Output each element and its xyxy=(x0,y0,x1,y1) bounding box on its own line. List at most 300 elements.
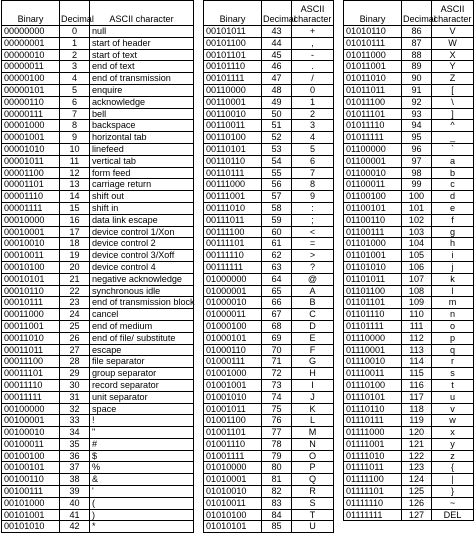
decimal-cell: 113 xyxy=(402,344,432,356)
decimal-cell: 125 xyxy=(402,486,432,498)
binary-cell: 01001011 xyxy=(204,403,262,415)
binary-cell: 00110000 xyxy=(204,84,262,96)
table-row xyxy=(344,438,474,450)
ascii-character-cell: ? xyxy=(292,261,334,273)
binary-cell: 01001110 xyxy=(204,438,262,450)
binary-cell: 01101010 xyxy=(344,261,402,273)
ascii-character-cell: data link escape xyxy=(90,214,194,226)
ascii-character-cell: end of transmission block xyxy=(90,297,194,309)
ascii-character-cell: N xyxy=(292,438,334,450)
binary-cell: 01100000 xyxy=(344,143,402,155)
ascii-character-cell: unit separator xyxy=(90,391,194,403)
decimal-cell: 60 xyxy=(262,226,292,238)
ascii-character-cell: device control 3/Xoff xyxy=(90,250,194,262)
decimal-cell: 87 xyxy=(402,37,432,49)
decimal-cell: 89 xyxy=(402,61,432,73)
table-row xyxy=(344,415,474,427)
ascii-character-cell: . xyxy=(292,61,334,73)
binary-cell: 01110010 xyxy=(344,356,402,368)
binary-cell: 01100011 xyxy=(344,179,402,191)
ascii-character-cell: end of text xyxy=(90,61,194,73)
table-row xyxy=(344,332,474,344)
ascii-character-cell: 1 xyxy=(292,96,334,108)
ascii-character-cell: q xyxy=(432,344,474,356)
ascii-character-cell: device control 2 xyxy=(90,238,194,250)
binary-cell: 01111011 xyxy=(344,462,402,474)
table-row xyxy=(2,250,194,262)
decimal-cell: 69 xyxy=(262,332,292,344)
table-row xyxy=(2,474,194,486)
table-row xyxy=(344,379,474,391)
table-row xyxy=(2,462,194,474)
table-row xyxy=(204,26,334,38)
binary-cell: 00001110 xyxy=(2,191,60,203)
ascii-character-cell: < xyxy=(292,226,334,238)
table-row xyxy=(2,427,194,439)
header-row xyxy=(204,1,334,26)
table-row xyxy=(204,379,334,391)
table-row xyxy=(2,438,194,450)
ascii-character-cell: ] xyxy=(432,108,474,120)
decimal-cell: 121 xyxy=(402,438,432,450)
table-row xyxy=(204,226,334,238)
binary-cell: 01000011 xyxy=(204,309,262,321)
binary-cell: 01011111 xyxy=(344,132,402,144)
table-row xyxy=(2,403,194,415)
ascii-character-cell: linefeed xyxy=(90,143,194,155)
decimal-cell: 12 xyxy=(60,167,90,179)
binary-cell: 01100101 xyxy=(344,202,402,214)
ascii-character-cell: space xyxy=(90,403,194,415)
binary-cell: 01010001 xyxy=(204,474,262,486)
table-row xyxy=(204,37,334,49)
decimal-cell: 35 xyxy=(60,438,90,450)
ascii-character-cell: [ xyxy=(432,84,474,96)
binary-cell: 01011010 xyxy=(344,73,402,85)
table-row xyxy=(2,391,194,403)
ascii-character-cell: device control 4 xyxy=(90,261,194,273)
decimal-cell: 40 xyxy=(60,497,90,509)
ascii-character-cell: j xyxy=(432,261,474,273)
decimal-cell: 16 xyxy=(60,214,90,226)
table-row xyxy=(344,84,474,96)
ascii-header: ASCII character xyxy=(292,1,334,26)
decimal-cell: 67 xyxy=(262,309,292,321)
table-row xyxy=(344,120,474,132)
table-row xyxy=(2,120,194,132)
table-row xyxy=(204,285,334,297)
ascii-character-cell: , xyxy=(292,37,334,49)
table-row xyxy=(344,297,474,309)
ascii-character-cell: start of text xyxy=(90,49,194,61)
decimal-cell: 74 xyxy=(262,391,292,403)
binary-cell: 00101111 xyxy=(204,73,262,85)
binary-cell: 00101000 xyxy=(2,497,60,509)
ascii-character-cell: ~ xyxy=(432,497,474,509)
binary-cell: 00001010 xyxy=(2,143,60,155)
ascii-character-cell: ' xyxy=(90,486,194,498)
table-row xyxy=(204,96,334,108)
binary-cell: 01111111 xyxy=(344,509,402,521)
decimal-cell: 50 xyxy=(262,108,292,120)
table-row xyxy=(344,26,474,38)
ascii-character-cell: C xyxy=(292,309,334,321)
table-row xyxy=(2,273,194,285)
decimal-cell: 44 xyxy=(262,37,292,49)
ascii-character-cell: K xyxy=(292,403,334,415)
table-row xyxy=(2,368,194,380)
table-row xyxy=(2,379,194,391)
binary-cell: 01010000 xyxy=(204,462,262,474)
decimal-cell: 54 xyxy=(262,155,292,167)
decimal-cell: 80 xyxy=(262,462,292,474)
binary-header: Binary xyxy=(204,1,262,26)
ascii-character-cell: negative acknowledge xyxy=(90,273,194,285)
decimal-cell: 26 xyxy=(60,332,90,344)
binary-cell: 00001101 xyxy=(2,179,60,191)
binary-cell: 01011000 xyxy=(344,49,402,61)
binary-cell: 01000101 xyxy=(204,332,262,344)
ascii-character-cell: cancel xyxy=(90,309,194,321)
table-row xyxy=(344,49,474,61)
binary-cell: 00100011 xyxy=(2,438,60,450)
decimal-cell: 36 xyxy=(60,450,90,462)
decimal-cell: 3 xyxy=(60,61,90,73)
ascii-character-cell: @ xyxy=(292,273,334,285)
binary-cell: 00110110 xyxy=(204,155,262,167)
binary-cell: 01110111 xyxy=(344,415,402,427)
binary-cell: 01101100 xyxy=(344,285,402,297)
binary-cell: 00110101 xyxy=(204,143,262,155)
decimal-cell: 118 xyxy=(402,403,432,415)
binary-cell: 00000110 xyxy=(2,96,60,108)
ascii-table-2 xyxy=(203,0,334,533)
binary-cell: 01101000 xyxy=(344,238,402,250)
decimal-cell: 41 xyxy=(60,509,90,521)
ascii-character-cell: w xyxy=(432,415,474,427)
decimal-cell: 90 xyxy=(402,73,432,85)
table-row xyxy=(204,132,334,144)
ascii-character-cell: U xyxy=(292,521,334,533)
binary-cell: 01000111 xyxy=(204,356,262,368)
decimal-cell: 53 xyxy=(262,143,292,155)
binary-cell: 00011011 xyxy=(2,344,60,356)
table-row xyxy=(204,450,334,462)
table-row xyxy=(204,297,334,309)
binary-cell: 01001101 xyxy=(204,427,262,439)
ascii-character-cell: file separator xyxy=(90,356,194,368)
binary-cell: 01001100 xyxy=(204,415,262,427)
table-row xyxy=(204,332,334,344)
decimal-cell: 42 xyxy=(60,521,90,533)
decimal-cell: 19 xyxy=(60,250,90,262)
ascii-character-cell: acknowledge xyxy=(90,96,194,108)
table-row xyxy=(344,226,474,238)
table-row xyxy=(2,415,194,427)
ascii-character-cell: : xyxy=(292,202,334,214)
table-row xyxy=(344,132,474,144)
binary-cell: 01011100 xyxy=(344,96,402,108)
ascii-character-cell: " xyxy=(90,427,194,439)
decimal-cell: 34 xyxy=(60,427,90,439)
table-row xyxy=(2,509,194,521)
ascii-character-cell: x xyxy=(432,427,474,439)
binary-cell: 01110000 xyxy=(344,332,402,344)
decimal-cell: 84 xyxy=(262,509,292,521)
binary-cell: 01111100 xyxy=(344,474,402,486)
binary-cell: 01000110 xyxy=(204,344,262,356)
decimal-cell: 70 xyxy=(262,344,292,356)
binary-cell: 01000000 xyxy=(204,273,262,285)
ascii-character-cell: E xyxy=(292,332,334,344)
decimal-cell: 37 xyxy=(60,462,90,474)
decimal-cell: 99 xyxy=(402,179,432,191)
decimal-cell: 32 xyxy=(60,403,90,415)
ascii-character-cell: T xyxy=(292,509,334,521)
binary-cell: 01111000 xyxy=(344,427,402,439)
table-row xyxy=(2,202,194,214)
table-row xyxy=(2,49,194,61)
binary-cell: 01010010 xyxy=(204,486,262,498)
ascii-character-cell: { xyxy=(432,462,474,474)
binary-cell: 01000001 xyxy=(204,285,262,297)
decimal-cell: 94 xyxy=(402,120,432,132)
binary-cell: 01100111 xyxy=(344,226,402,238)
decimal-cell: 46 xyxy=(262,61,292,73)
ascii-character-cell: - xyxy=(292,49,334,61)
binary-cell: 01110110 xyxy=(344,403,402,415)
ascii-character-cell: Q xyxy=(292,474,334,486)
table-row xyxy=(204,191,334,203)
ascii-character-cell: escape xyxy=(90,344,194,356)
decimal-cell: 108 xyxy=(402,285,432,297)
ascii-character-cell: S xyxy=(292,497,334,509)
binary-cell: 00110001 xyxy=(204,96,262,108)
decimal-cell: 78 xyxy=(262,438,292,450)
ascii-character-cell: > xyxy=(292,250,334,262)
table-row xyxy=(344,273,474,285)
table-row xyxy=(344,450,474,462)
ascii-character-cell: carriage return xyxy=(90,179,194,191)
ascii-header: ASCII character xyxy=(90,1,194,26)
decimal-cell: 119 xyxy=(402,415,432,427)
decimal-cell: 110 xyxy=(402,309,432,321)
table-row xyxy=(2,497,194,509)
binary-cell: 01000100 xyxy=(204,320,262,332)
ascii-character-cell: F xyxy=(292,344,334,356)
binary-cell: 00011001 xyxy=(2,320,60,332)
decimal-cell: 85 xyxy=(262,521,292,533)
decimal-cell: 92 xyxy=(402,96,432,108)
ascii-character-cell: D xyxy=(292,320,334,332)
table-row xyxy=(204,356,334,368)
table-row xyxy=(2,167,194,179)
ascii-character-cell: % xyxy=(90,462,194,474)
table-row xyxy=(344,155,474,167)
decimal-cell: 116 xyxy=(402,379,432,391)
ascii-table-3 xyxy=(343,0,474,521)
decimal-cell: 109 xyxy=(402,297,432,309)
binary-cell: 01010011 xyxy=(204,497,262,509)
decimal-cell: 62 xyxy=(262,250,292,262)
ascii-character-cell: X xyxy=(432,49,474,61)
decimal-cell: 2 xyxy=(60,49,90,61)
binary-cell: 01110001 xyxy=(344,344,402,356)
table-row xyxy=(2,61,194,73)
ascii-character-cell: z xyxy=(432,450,474,462)
ascii-character-cell: ) xyxy=(90,509,194,521)
table-row xyxy=(2,214,194,226)
header-row xyxy=(344,1,474,26)
binary-cell: 00100001 xyxy=(2,415,60,427)
binary-header: Binary xyxy=(344,1,402,26)
table-row xyxy=(204,179,334,191)
table-row xyxy=(204,214,334,226)
binary-cell: 00000011 xyxy=(2,61,60,73)
decimal-cell: 76 xyxy=(262,415,292,427)
ascii-character-cell: = xyxy=(292,238,334,250)
table-row xyxy=(204,273,334,285)
ascii-character-cell: horizontal tab xyxy=(90,132,194,144)
ascii-character-cell: 3 xyxy=(292,120,334,132)
decimal-cell: 86 xyxy=(402,26,432,38)
decimal-cell: 17 xyxy=(60,226,90,238)
ascii-character-cell: g xyxy=(432,226,474,238)
ascii-character-cell: vertical tab xyxy=(90,155,194,167)
decimal-cell: 61 xyxy=(262,238,292,250)
binary-cell: 01111101 xyxy=(344,486,402,498)
table-row xyxy=(204,120,334,132)
ascii-character-cell: null xyxy=(90,26,194,38)
decimal-cell: 103 xyxy=(402,226,432,238)
ascii-character-cell: ; xyxy=(292,214,334,226)
ascii-character-cell: ( xyxy=(90,497,194,509)
binary-cell: 00111101 xyxy=(204,238,262,250)
binary-cell: 00100100 xyxy=(2,450,60,462)
decimal-cell: 105 xyxy=(402,250,432,262)
ascii-character-cell: A xyxy=(292,285,334,297)
binary-cell: 00111001 xyxy=(204,191,262,203)
table-row xyxy=(2,226,194,238)
decimal-cell: 107 xyxy=(402,273,432,285)
ascii-character-cell: bell xyxy=(90,108,194,120)
binary-cell: 00010101 xyxy=(2,273,60,285)
table-row xyxy=(2,356,194,368)
decimal-header: Decimal xyxy=(60,1,90,26)
table-row xyxy=(344,167,474,179)
binary-cell: 00011101 xyxy=(2,368,60,380)
decimal-cell: 88 xyxy=(402,49,432,61)
decimal-cell: 5 xyxy=(60,84,90,96)
table-row xyxy=(2,332,194,344)
decimal-cell: 29 xyxy=(60,368,90,380)
decimal-cell: 15 xyxy=(60,202,90,214)
ascii-character-cell: o xyxy=(432,320,474,332)
table-row xyxy=(204,344,334,356)
ascii-character-cell: 6 xyxy=(292,155,334,167)
table-row xyxy=(204,84,334,96)
table-row xyxy=(2,261,194,273)
binary-cell: 00011110 xyxy=(2,379,60,391)
decimal-cell: 115 xyxy=(402,368,432,380)
binary-cell: 01001111 xyxy=(204,450,262,462)
decimal-cell: 102 xyxy=(402,214,432,226)
table-row xyxy=(2,521,194,533)
decimal-cell: 65 xyxy=(262,285,292,297)
binary-cell: 01111010 xyxy=(344,450,402,462)
table-row xyxy=(344,344,474,356)
table-row xyxy=(344,214,474,226)
ascii-character-cell: & xyxy=(90,474,194,486)
binary-cell: 00001011 xyxy=(2,155,60,167)
binary-cell: 01100100 xyxy=(344,191,402,203)
binary-cell: 01110011 xyxy=(344,368,402,380)
binary-cell: 00000001 xyxy=(2,37,60,49)
decimal-cell: 73 xyxy=(262,379,292,391)
decimal-cell: 13 xyxy=(60,179,90,191)
decimal-cell: 7 xyxy=(60,108,90,120)
decimal-cell: 38 xyxy=(60,474,90,486)
ascii-character-cell: b xyxy=(432,167,474,179)
ascii-character-cell: 7 xyxy=(292,167,334,179)
binary-cell: 01111001 xyxy=(344,438,402,450)
table-row xyxy=(2,179,194,191)
table-row xyxy=(204,415,334,427)
table-row xyxy=(344,202,474,214)
decimal-cell: 77 xyxy=(262,427,292,439)
binary-cell: 01101110 xyxy=(344,309,402,321)
ascii-character-cell: ^ xyxy=(432,120,474,132)
decimal-cell: 4 xyxy=(60,73,90,85)
decimal-cell: 59 xyxy=(262,214,292,226)
decimal-header: Decimal xyxy=(402,1,432,26)
binary-cell: 00111011 xyxy=(204,214,262,226)
binary-cell: 00011111 xyxy=(2,391,60,403)
ascii-character-cell: B xyxy=(292,297,334,309)
binary-cell: 01111110 xyxy=(344,497,402,509)
table-row xyxy=(344,462,474,474)
ascii-character-cell: end of medium xyxy=(90,320,194,332)
table-row xyxy=(344,391,474,403)
table-row xyxy=(344,96,474,108)
table-row xyxy=(344,356,474,368)
ascii-character-cell: W xyxy=(432,37,474,49)
table-row xyxy=(344,143,474,155)
decimal-cell: 22 xyxy=(60,285,90,297)
decimal-cell: 48 xyxy=(262,84,292,96)
ascii-character-cell: end of transmission xyxy=(90,73,194,85)
ascii-character-cell: enquire xyxy=(90,84,194,96)
table-row xyxy=(204,61,334,73)
table-row xyxy=(204,438,334,450)
binary-cell: 01010101 xyxy=(204,521,262,533)
table-row xyxy=(344,368,474,380)
table-row xyxy=(204,250,334,262)
decimal-cell: 104 xyxy=(402,238,432,250)
ascii-character-cell: v xyxy=(432,403,474,415)
table-row xyxy=(204,521,334,533)
table-row xyxy=(204,143,334,155)
binary-cell: 00111111 xyxy=(204,261,262,273)
decimal-cell: 24 xyxy=(60,309,90,321)
binary-cell: 00010011 xyxy=(2,250,60,262)
ascii-character-cell: u xyxy=(432,391,474,403)
binary-cell: 01101001 xyxy=(344,250,402,262)
decimal-cell: 27 xyxy=(60,344,90,356)
binary-cell: 00000101 xyxy=(2,84,60,96)
binary-cell: 01101101 xyxy=(344,297,402,309)
ascii-character-cell: 9 xyxy=(292,191,334,203)
